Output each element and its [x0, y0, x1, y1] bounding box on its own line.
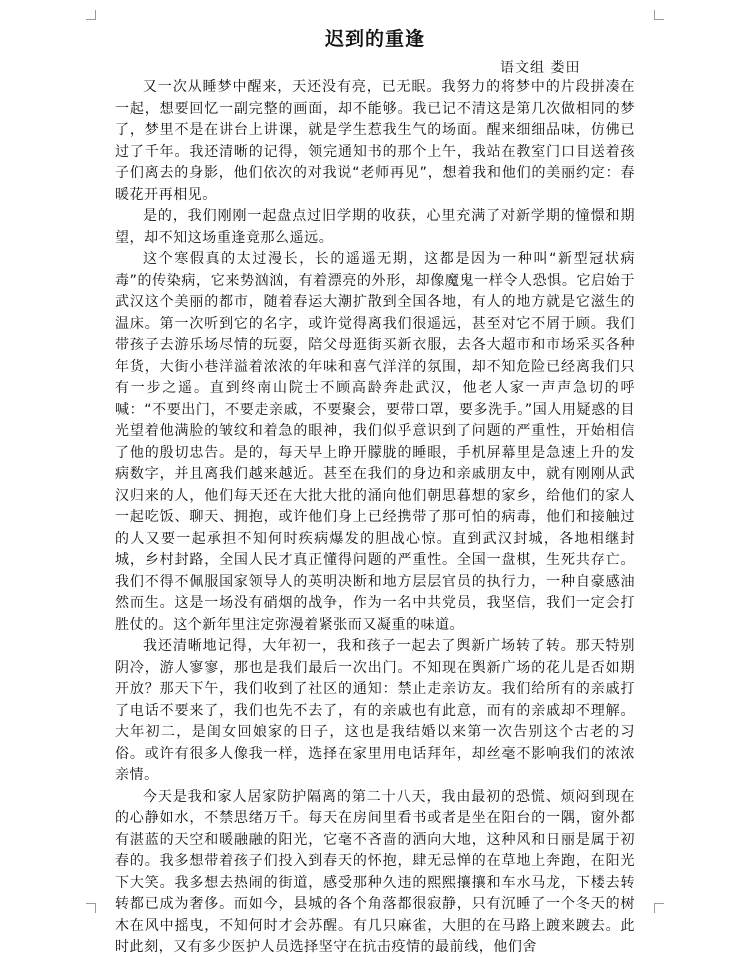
paragraph: 又一次从睡梦中醒来，天还没有亮，已无眠。我努力的将梦中的片段拼凑在一起，想要回忆一副完整的画面，却不能够。我已记不清这是第几次做相同的梦了，梦里不是在讲台上讲课，就是学生惹我生气的场面。醒来细细品味，仿佛已过了千年。我还清晰的记得，领完通知书的那个上午，我站在教室门口目送着孩子们离去的身影，他们依次的对我说“老师再见”，想着我和他们的美丽约定：春暖花开再相见。 [115, 79, 635, 203]
page-corner-mark [86, 10, 96, 20]
paragraph: 今天是我和家人居家防护隔离的第二十八天，我由最初的恐慌、烦闷到现在的心静如水，不禁思绪万千。每天在房间里看书或者是坐在阳台的一隅，窗外都有湛蓝的天空和暖融融的阳光，它毫不吝啬的洒向大地，这种风和日丽是属于初春的。我多想带着孩子们投入到春天的怀抱，肆无忌惮的在草地上奔跑，在阳光下大笑。我多想去热闹的街道，感受那种久违的熙熙攘攘和车水马龙，下楼去转转都已成为奢侈。而如今，县城的各个角落都很寂静，只有沉睡了一个冬天的树木在风中摇曳，不知何时才会苏醒。有几只麻雀，大胆的在马路上踱来踱去。此时此刻，又有多少医护人员选择坚守在抗击疫情的最前线，他们舍 [115, 788, 635, 955]
page-corner-mark [654, 903, 664, 913]
document-title: 迟到的重逢 [324, 28, 425, 50]
author-line: 语文组 娄田 [500, 60, 581, 76]
paragraph: 我还清晰地记得，大年初一，我和孩子一起去了舆新广场转了转。那天特别阴冷，游人寥寥，那也是我们最后一次出门。不知现在舆新广场的花儿是否如期开放？那天下午，我们收到了社区的通知：禁止走亲访友。我们给所有的亲戚打了电话不要来了，我们也先不去了，有的亲戚也有此意，而有的亲戚却不理解。大年初二，是闺女回娘家的日子，这也是我结婚以来第一次告别这个古老的习俗。或许有很多人像我一样，选择在家里用电话拜年，却丝毫不影响我们的浓浓亲情。 [115, 638, 635, 783]
page-corner-mark [86, 903, 96, 913]
paragraph: 是的，我们刚刚一起盘点过旧学期的收获，心里充满了对新学期的憧憬和期望，却不知这场重逢竟那么遥远。 [115, 208, 635, 246]
page-corner-mark [654, 10, 664, 20]
paragraph: 这个寒假真的太过漫长，长的遥遥无期，这都是因为一种叫“新型冠状病毒”的传染病，它来势汹汹，有着漂亮的外形，却像魔鬼一样令人恐惧。它启始于武汉这个美丽的都市，随着春运大潮扩散到全国各地，有人的地方就是它滋生的温床。第一次听到它的名字，或许觉得离我们很遥远，甚至对它不屑于顾。我们带孩子去游乐场尽情的玩耍，陪父母逛街买新衣服，去各大超市和市场采买各种年货，大街小巷洋溢着浓浓的年味和喜气洋洋的氛围，却不知危险已经离我们只有一步之遥。直到终南山院士不顾高龄奔赴武汉，他老人家一声声急切的呼喊：“不要出门，不要走亲戚，不要聚会，要带口罩，要多洗手。”国人用疑惑的目光望着他满脸的皱纹和着急的眼神，我们似乎意识到了问题的严重性，开始相信了他的殷切忠告。是的，每天早上睁开朦胧的睡眼，手机屏幕里是急速上升的发病数字，并且离我们越来越近。甚至在我们的身边和亲戚朋友中，就有刚刚从武汉归来的人，他们每天还在大批大批的涌向他们朝思暮想的家乡，给他们的家人一起吃饭、聊天、拥抱，或许他们身上已经携带了那可怕的病毒，他们和接触过的人又要一起承担不知何时疾病爆发的胆战心惊。直到武汉封城，各地相继封城，乡村封路，全国人民才真正懂得问题的严重性。全国一盘棋，生死共存亡。我们不得不佩服国家领导人的英明决断和地方层层官员的执行力，一种自豪感油然而生。这是一场没有硝烟的战争，作为一名中共党员，我坚信，我们一定会打胜仗的。这个新年里注定弥漫着紧张而又凝重的味道。 [115, 251, 635, 633]
document-body [115, 77, 635, 959]
